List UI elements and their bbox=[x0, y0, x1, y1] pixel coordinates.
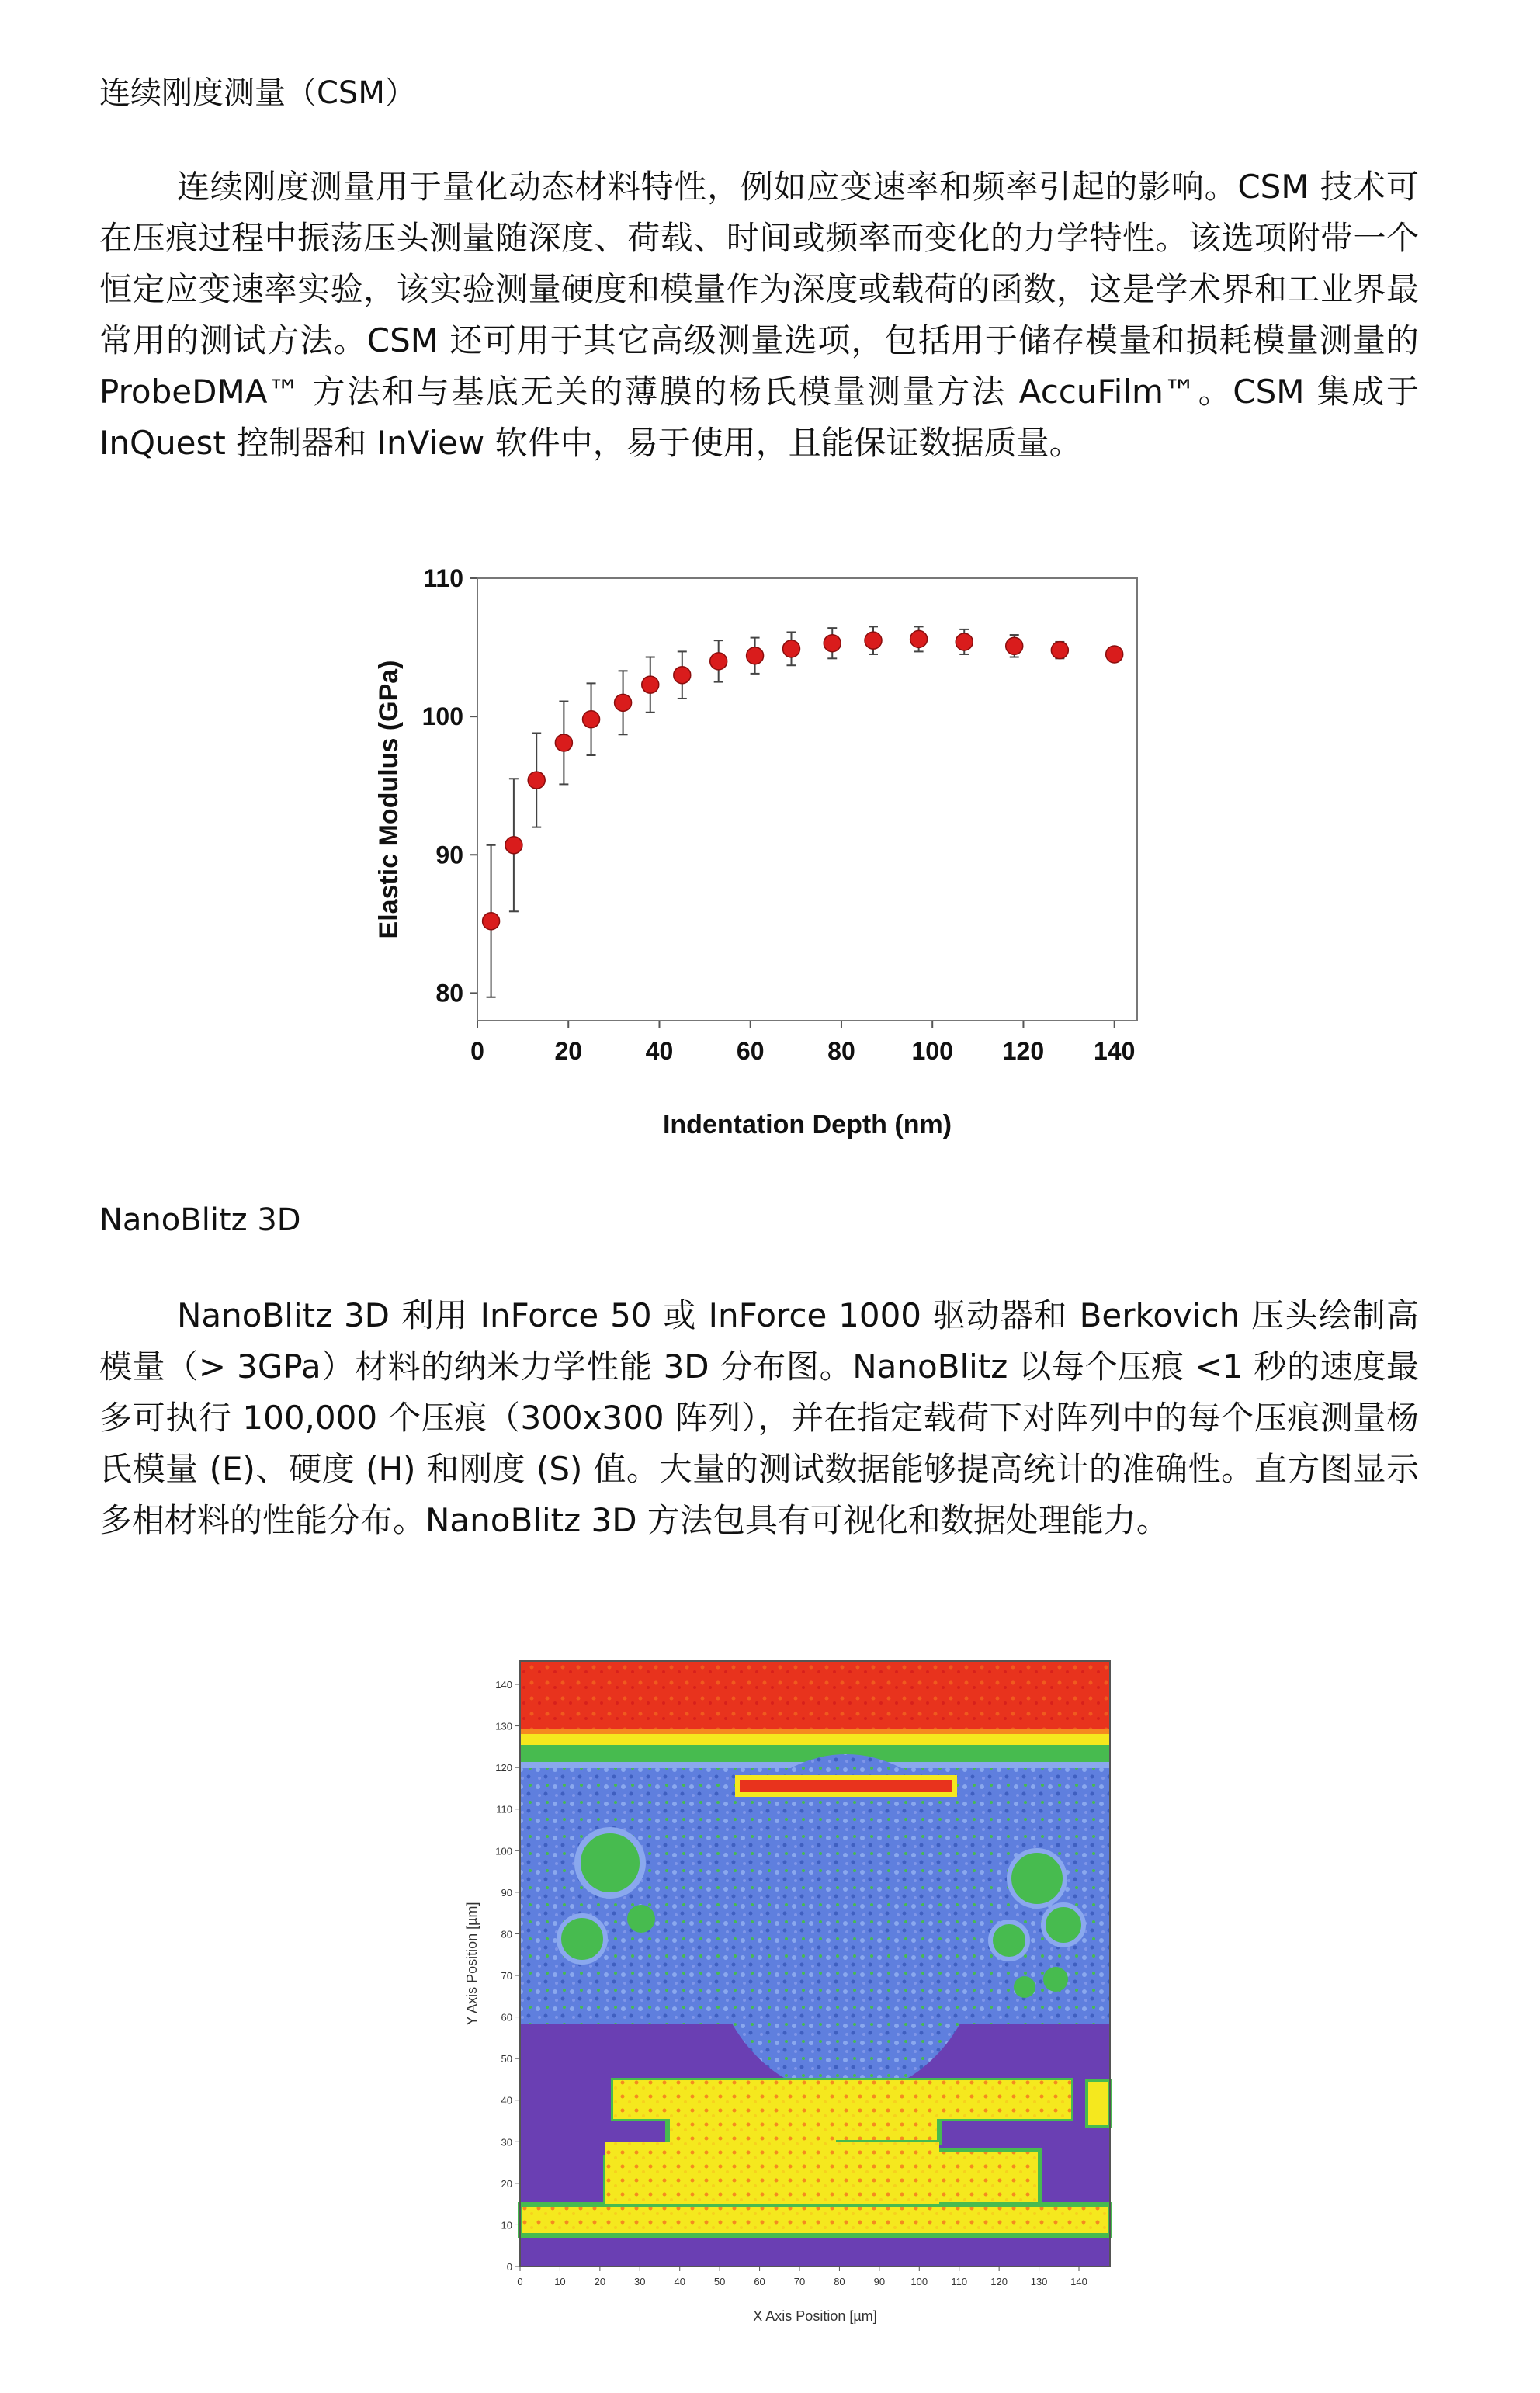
x-tick-label: 60 bbox=[736, 1037, 765, 1065]
modulus-depth-chart bbox=[342, 543, 1180, 1164]
map-x-tick-label: 0 bbox=[517, 2276, 523, 2287]
map-y-tick-label: 120 bbox=[495, 1762, 512, 1774]
map-x-tick-label: 60 bbox=[754, 2276, 765, 2287]
map-y-tick-label: 90 bbox=[501, 1886, 512, 1899]
data-point bbox=[865, 632, 882, 649]
map-x-tick-label: 20 bbox=[594, 2276, 606, 2287]
map-image bbox=[520, 1661, 1110, 2266]
y-tick-label: 110 bbox=[423, 564, 463, 592]
data-point bbox=[555, 734, 572, 751]
data-point bbox=[642, 676, 659, 693]
nanoblitz-property-map bbox=[466, 1646, 1118, 2360]
y-tick-label: 90 bbox=[435, 841, 463, 869]
map-x-tick-label: 110 bbox=[951, 2276, 968, 2287]
map-y-tick-label: 60 bbox=[501, 2011, 512, 2024]
plot-area bbox=[477, 578, 1137, 1021]
y-tick-label: 80 bbox=[435, 979, 463, 1007]
map-y-tick-label: 10 bbox=[501, 2219, 512, 2232]
section-heading-csm: 连续刚度测量（CSM） bbox=[99, 75, 416, 111]
map-y-tick-label: 100 bbox=[495, 1845, 512, 1857]
data-point bbox=[824, 635, 841, 652]
data-point bbox=[615, 694, 632, 711]
data-point bbox=[782, 640, 799, 657]
data-point bbox=[505, 837, 522, 854]
section-heading-nanoblitz: NanoBlitz 3D bbox=[99, 1202, 301, 1238]
map-y-tick-label: 0 bbox=[506, 2261, 512, 2273]
map-x-tick-label: 50 bbox=[713, 2276, 726, 2287]
x-axis-label: Indentation Depth (nm) bbox=[662, 1110, 952, 1139]
data-point bbox=[1051, 642, 1068, 659]
map-y-tick-label: 30 bbox=[501, 2136, 512, 2148]
map-y-tick-label: 140 bbox=[495, 1679, 512, 1691]
paragraph-nanoblitz: NanoBlitz 3D 利用 InForce 50 或 InForce 1000 驱动器和 Berkovich 压头绘制高模量（> 3GPa）材料的纳米力学性能 3D 分布图。NanoBlitz 以每个压痕 <1 秒的速度最多可执行 100,000 个压痕（300x300 阵列），并在指定载荷下对阵列中的每个压痕测量杨氏模量 (E)、硬度 (H) 和刚度 (S) 值。大量的测试数据能够提高统计的准确性。直方图显示多相材料的性能分布。NanoBlitz 3D 方法包具有可视化和数据处理能力。 bbox=[99, 1296, 1419, 1539]
map-y-tick-label: 130 bbox=[495, 1720, 512, 1732]
map-x-tick-label: 10 bbox=[554, 2276, 566, 2287]
y-tick-label: 100 bbox=[421, 702, 463, 731]
map-x-tick-label: 40 bbox=[674, 2276, 685, 2287]
x-tick-label: 0 bbox=[470, 1037, 484, 1065]
map-y-tick-label: 50 bbox=[501, 2053, 512, 2065]
x-tick-label: 100 bbox=[911, 1037, 953, 1065]
data-point bbox=[747, 647, 764, 664]
map-y-tick-label: 20 bbox=[501, 2177, 512, 2190]
data-point bbox=[956, 633, 973, 650]
x-tick-label: 140 bbox=[1093, 1037, 1136, 1065]
data-point bbox=[674, 667, 691, 684]
map-y-tick-label: 80 bbox=[501, 1928, 512, 1940]
map-particle-center bbox=[706, 1754, 986, 2096]
data-point bbox=[483, 913, 500, 930]
map-y-axis-label: Y Axis Position [µm] bbox=[466, 1902, 480, 2026]
map-x-tick-label: 70 bbox=[793, 2276, 806, 2287]
map-x-tick-label: 130 bbox=[1030, 2276, 1048, 2287]
x-tick-label: 120 bbox=[1002, 1037, 1045, 1065]
map-y-tick-label: 40 bbox=[501, 2094, 512, 2107]
data-point bbox=[1006, 637, 1023, 654]
data-point bbox=[528, 772, 545, 789]
map-x-tick-label: 120 bbox=[990, 2276, 1008, 2287]
map-y-tick-label: 110 bbox=[496, 1803, 512, 1816]
x-tick-label: 80 bbox=[827, 1037, 855, 1065]
map-region-red bbox=[520, 1661, 1110, 1729]
map-x-tick-label: 140 bbox=[1070, 2276, 1087, 2287]
x-tick-label: 20 bbox=[554, 1037, 583, 1065]
map-x-tick-label: 90 bbox=[873, 2276, 886, 2287]
data-point bbox=[710, 653, 727, 670]
paragraph-csm: 连续刚度测量用于量化动态材料特性，例如应变速率和频率引起的影响。CSM 技术可在压痕过程中振荡压头测量随深度、荷载、时间或频率而变化的力学特性。该选项附带一个恒定应变速率实验，该实验测量硬度和模量作为深度或载荷的函数，这是学术界和工业界最常用的测试方法。CSM 还可用于其它高级测量选项，包括用于储存模量和损耗模量测量的 ProbeDMA™ 方法和与基底无关的薄膜的杨氏模量测量方法 AccuFilm™。CSM 集成于 InQuest 控制器和 InView 软件中，易于使用，且能保证数据质量。 bbox=[99, 168, 1419, 462]
x-tick-label: 40 bbox=[645, 1037, 674, 1065]
map-x-tick-label: 100 bbox=[910, 2276, 928, 2287]
map-x-axis-label: X Axis Position [µm] bbox=[753, 2308, 877, 2324]
data-point bbox=[1106, 646, 1123, 663]
data-point bbox=[910, 630, 928, 647]
y-axis-label: Elastic Modulus (GPa) bbox=[374, 660, 404, 939]
map-x-tick-label: 80 bbox=[834, 2276, 845, 2287]
data-point bbox=[583, 711, 600, 728]
map-y-tick-label: 70 bbox=[501, 1970, 512, 1982]
map-x-tick-label: 30 bbox=[634, 2276, 646, 2287]
